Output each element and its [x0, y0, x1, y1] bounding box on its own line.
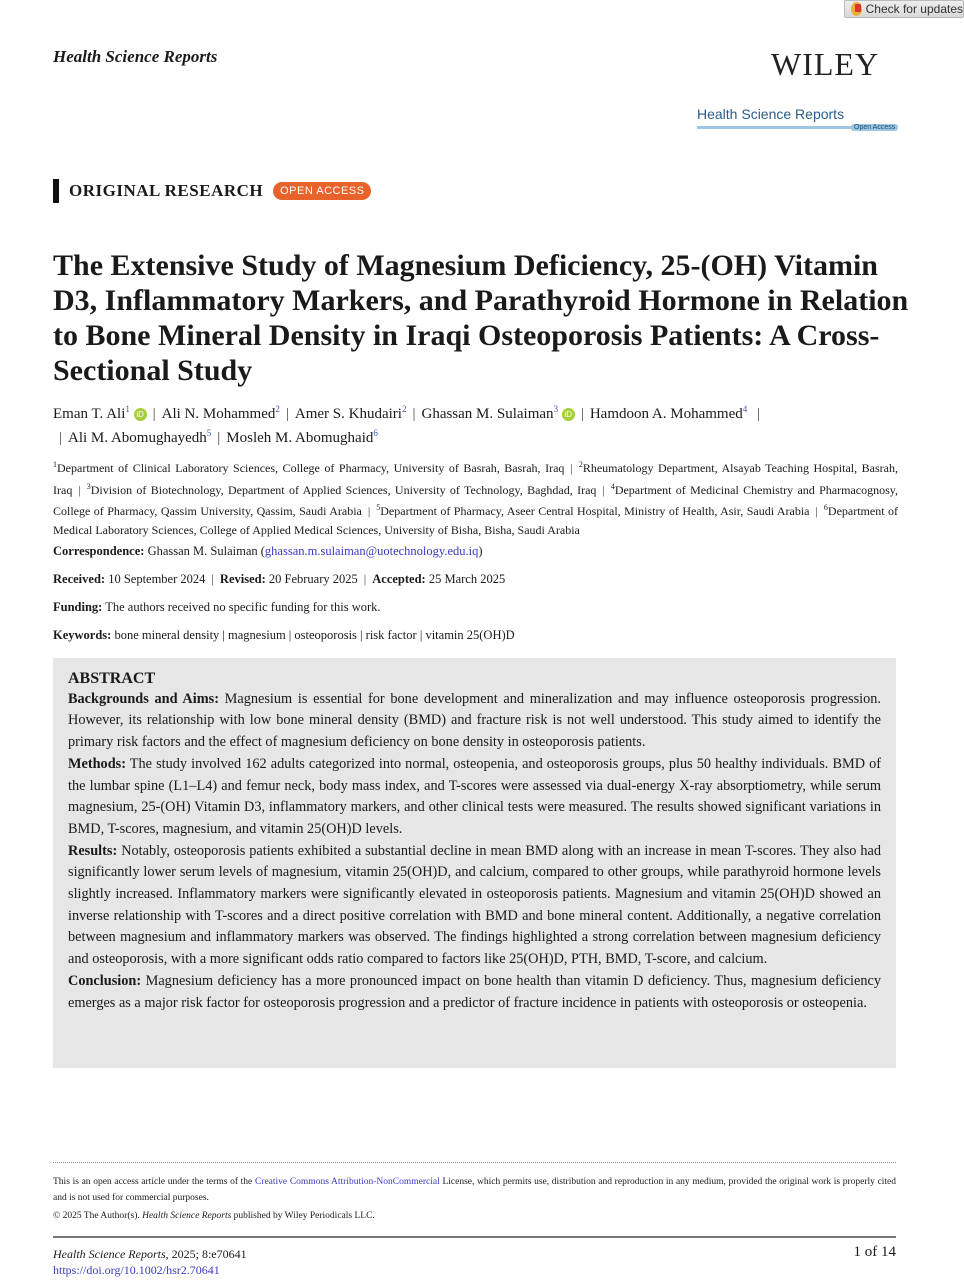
abstract-heading: ABSTRACT: [68, 670, 156, 687]
affiliation-separator: |: [602, 482, 605, 497]
citation: Health Science Reports, 2025; 8:e70641 https://doi.org/10.1002/hsr2.70641: [53, 1247, 247, 1277]
funding: Funding: The authors received no specific funding for this work.: [53, 600, 381, 614]
author-list: Eman T. Ali$^1$ iD | Ali N. Mohammed$^2$ | Amer S. Khudairi$^2$ | Ghassan M. Sulaiman$^3$ iD | Hamdoon A. Mohammed$^4$ | | Ali M. Abomughayedh$^5$ | Mosleh M. Abomughaid$^6$: [53, 404, 760, 446]
copyright: © 2025 The Author(s). Health Science Reports published by Wiley Periodicals LLC.: [53, 1211, 375, 1221]
crossmark-icon: [851, 2, 862, 16]
abstract-section: Results: Notably, osteoporosis patients exhibited a substantial decline in mean BMD along with an increase in mean T-scores. They also had significantly lower serum levels of magnesium, vitamin 25(OH)D, and calcium, compared to other groups, while parathyroid hormone levels slightly increased. Inflammatory markers were significantly elevated in osteoporosis patients. Magnesium and vitamin 25(OH)D showed an inverse relationship with T-scores and a direct positive correlation with BMD and bone mineral content. Additionally, a negative correlation between magnesium and inflammatory markers was observed. The findings highlighted a strong correlation between magnesium deficiency and osteoporosis, with a more significant odds ratio compared to factors like 25(OH)D, PTH, BMD, T-score, and calcium.: [68, 842, 881, 968]
affiliation-separator: |: [367, 504, 371, 518]
open-access-logo-badge: Open Access: [851, 124, 898, 131]
license-link[interactable]: Creative Commons Attribution-NonCommercial: [254, 1177, 440, 1187]
author-separator: |: [217, 430, 221, 446]
affiliation-ref[interactable]: 2: [401, 404, 407, 414]
abstract-section: Backgrounds and Aims: Magnesium is essential for bone development and mineralization and may influence osteoporosis progression. However, its relationship with low bone mineral density (BMD) and fracture risk is not well understood. This study aimed to identify the primary risk factors and the effect of magnesium deficiency on bone density in osteoporosis patients.: [68, 690, 881, 751]
doi-link[interactable]: https://doi.org/10.1002/hsr2.70641: [53, 1263, 220, 1277]
license-text: This is an open access article under the terms of the Creative Commons Attribution-NonCommercial License, which permits use, distribution and reproduction in any medium, provided the original work is properly cited and is not used for commercial purposes.: [53, 1177, 897, 1203]
affiliation-ref[interactable]: 6: [373, 428, 378, 438]
author-name: Ali N. Mohammed: [161, 406, 276, 422]
affiliation: Division of Biotechnology, Department of Applied Sciences, University of Technology, Baghdad, Iraq: [90, 482, 597, 497]
author-separator: |: [412, 406, 416, 422]
affiliation-separator: |: [815, 504, 818, 518]
affiliation-number: 3: [86, 481, 91, 491]
affiliation-number: 2: [578, 460, 583, 469]
affiliation-ref[interactable]: 3: [553, 404, 559, 414]
section-marker: [53, 179, 59, 203]
author-separator: |: [580, 406, 584, 422]
correspondence: Correspondence: Ghassan M. Sulaiman (ghassan.m.sulaiman@uotechnology.edu.iq): [53, 544, 483, 558]
journal-logo: Health Science Reports: [697, 106, 845, 122]
affiliation: Department of Pharmacy, Aseer Central Hospital, Ministry of Health, Asir, Saudi Arabia: [380, 504, 810, 518]
affiliation-number: 5: [376, 503, 381, 512]
check-for-updates-button[interactable]: Check for updates: [844, 0, 964, 18]
affiliation-ref[interactable]: 4: [742, 404, 748, 414]
page-number: 1 of 14: [853, 1244, 896, 1260]
keywords: Keywords: bone mineral density | magnesium | osteoporosis | risk factor | vitamin 25(OH)D: [53, 628, 515, 642]
author-name: Hamdoon A. Mohammed: [589, 406, 743, 422]
affiliation-ref[interactable]: 2: [275, 404, 280, 414]
affiliation-ref[interactable]: 5: [206, 428, 212, 438]
author-separator: |: [59, 430, 63, 446]
dates: Received: 10 September 2024 | Revised: 20 February 2025 | Accepted: 25 March 2025: [53, 572, 506, 586]
open-access-badge: OPEN ACCESS: [273, 182, 371, 200]
journal-header: Health Science Reports: [53, 47, 218, 66]
article-title: The Extensive Study of Magnesium Deficiency, 25-(OH) Vitamin D3, Inflammatory Markers, and Parathyroid Hormone in Relation to Bone Mineral Density in Iraqi Osteoporosis Patients: A Cross-Sectional Study: [53, 249, 909, 387]
affiliation-number: 6: [823, 503, 828, 512]
divider: [53, 1162, 896, 1163]
affiliation-separator: |: [78, 482, 81, 497]
author-name: Eman T. Ali: [53, 406, 126, 422]
abstract-section: Conclusion: Magnesium deficiency has a more pronounced impact on bone health than vitamin D deficiency. Thus, magnesium deficiency emerges as a major risk factor for osteoporosis progression and a predictor of fracture incidence in patients with osteoporosis or osteopenia.: [68, 972, 882, 1011]
section-label: ORIGINAL RESEARCH: [69, 181, 264, 200]
article-type: [53, 179, 371, 203]
orcid-icon[interactable]: iD: [562, 408, 575, 421]
abstract-box: [53, 658, 896, 1068]
abstract-section: Methods: The study involved 162 adults categorized into normal, osteopenia, and osteoporosis groups, plus 50 healthy individuals. BMD of the lumbar spine (L1–L4) and femur neck, body mass index, and T-scores were assessed via dual-energy X-ray absorptiometry, while serum magnesium, 25-(OH) Vitamin D3, inflammatory markers, and other clinical tests were measured. The results showed significant variations in BMD, T-scores, magnesium, and vitamin 25(OH)D levels.: [68, 755, 881, 837]
author-name: Ali M. Abomughayedh: [68, 430, 207, 446]
email-link[interactable]: ghassan.m.sulaiman@uotechnology.edu.iq: [264, 544, 479, 558]
affiliation: Department of Clinical Laboratory Sciences, College of Pharmacy, University of Basrah, Basrah, Iraq: [57, 461, 565, 475]
author-separator: |: [285, 406, 289, 422]
footer-rule: [53, 1236, 896, 1238]
affiliation: Rheumatology Department, Alsayab Teaching Hospital, Basrah, Iraq: [53, 461, 898, 497]
affiliation-ref[interactable]: 1: [125, 404, 130, 414]
affiliation-number: 4: [610, 481, 615, 491]
author-name: Ghassan M. Sulaiman: [421, 406, 554, 422]
author-separator: |: [152, 406, 156, 422]
affiliation: Department of Medical Laboratory Sciences, College of Applied Medical Sciences, University of Bisha, Bisha, Saudi Arabia: [53, 504, 898, 537]
author-name: Amer S. Khudairi: [294, 406, 402, 422]
wiley-logo: WILEY: [771, 46, 880, 82]
affiliation-separator: |: [570, 461, 573, 475]
affiliations: [53, 456, 898, 539]
author-name: Mosleh M. Abomughaid: [226, 430, 374, 446]
affiliation: Department of Medicinal Chemistry and Pharmacognosy, College of Pharmacy, Qassim University, Qassim, Saudi Arabia: [53, 482, 898, 518]
orcid-icon[interactable]: iD: [134, 408, 147, 421]
affiliation-number: 1: [53, 460, 57, 469]
journal-logo-line: [697, 126, 851, 129]
